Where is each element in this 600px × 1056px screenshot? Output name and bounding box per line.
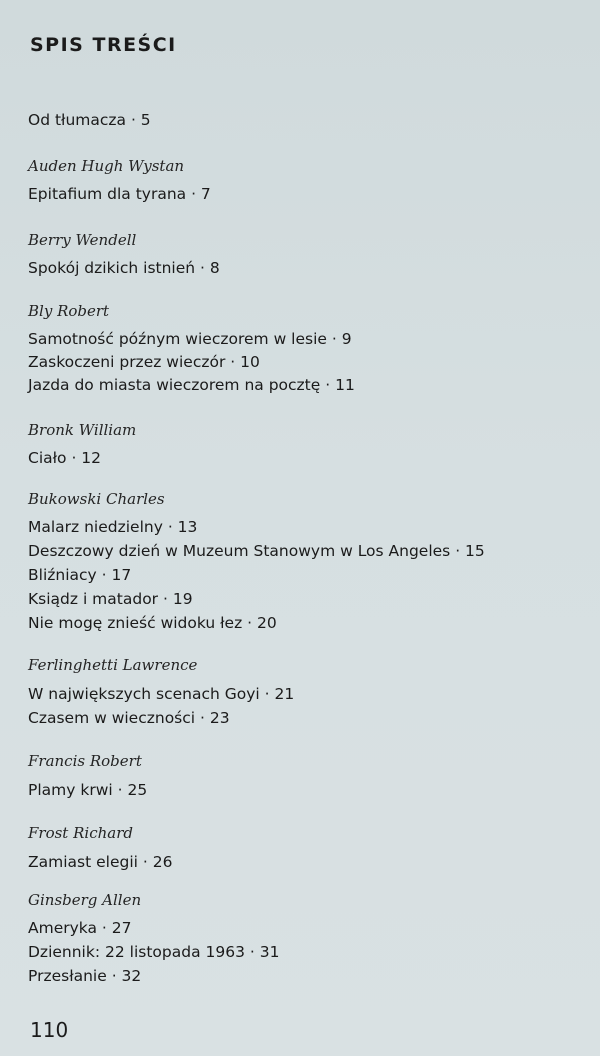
toc-author: Bly Robert: [28, 302, 110, 320]
page-title: SPIS TREŚCI: [30, 34, 177, 56]
toc-entry: Ciało · 12: [28, 449, 102, 467]
toc-entry: Przesłanie · 32: [28, 967, 142, 985]
toc-author: Berry Wendell: [28, 231, 137, 249]
toc-entry: Malarz niedzielny · 13: [28, 518, 198, 536]
toc-author: Frost Richard: [28, 824, 133, 842]
toc-entry: Plamy krwi · 25: [28, 781, 148, 799]
toc-entry: Jazda do miasta wieczorem na pocztę · 11: [28, 376, 355, 394]
toc-entry: Ksiądz i matador · 19: [28, 590, 193, 608]
toc-author: Ferlinghetti Lawrence: [28, 656, 198, 674]
toc-entry: Spokój dzikich istnień · 8: [28, 259, 220, 277]
toc-author: Francis Robert: [28, 752, 142, 770]
toc-entry: Bliźniacy · 17: [28, 566, 132, 584]
toc-author: Bukowski Charles: [28, 490, 165, 508]
toc-entry: Deszczowy dzień w Muzeum Stanowym w Los Angeles · 15: [28, 542, 485, 560]
toc-entry: Nie mogę znieść widoku łez · 20: [28, 614, 277, 632]
toc-entry: Zaskoczeni przez wieczór · 10: [28, 353, 260, 371]
toc-entry: Epitafium dla tyrana · 7: [28, 185, 211, 203]
toc-entry: W największych scenach Goyi · 21: [28, 685, 295, 703]
toc-author: Ginsberg Allen: [28, 891, 142, 909]
toc-author: Auden Hugh Wystan: [28, 157, 185, 175]
toc-preface-entry: Od tłumacza · 5: [28, 111, 151, 129]
toc-author: Bronk William: [28, 421, 137, 439]
toc-entry: Zamiast elegii · 26: [28, 853, 173, 871]
toc-entry: Czasem w wieczności · 23: [28, 709, 230, 727]
page-number: 110: [30, 1018, 69, 1042]
toc-entry: Ameryka · 27: [28, 919, 132, 937]
toc-entry: Samotność późnym wieczorem w lesie · 9: [28, 330, 352, 348]
toc-entry: Dziennik: 22 listopada 1963 · 31: [28, 943, 280, 961]
